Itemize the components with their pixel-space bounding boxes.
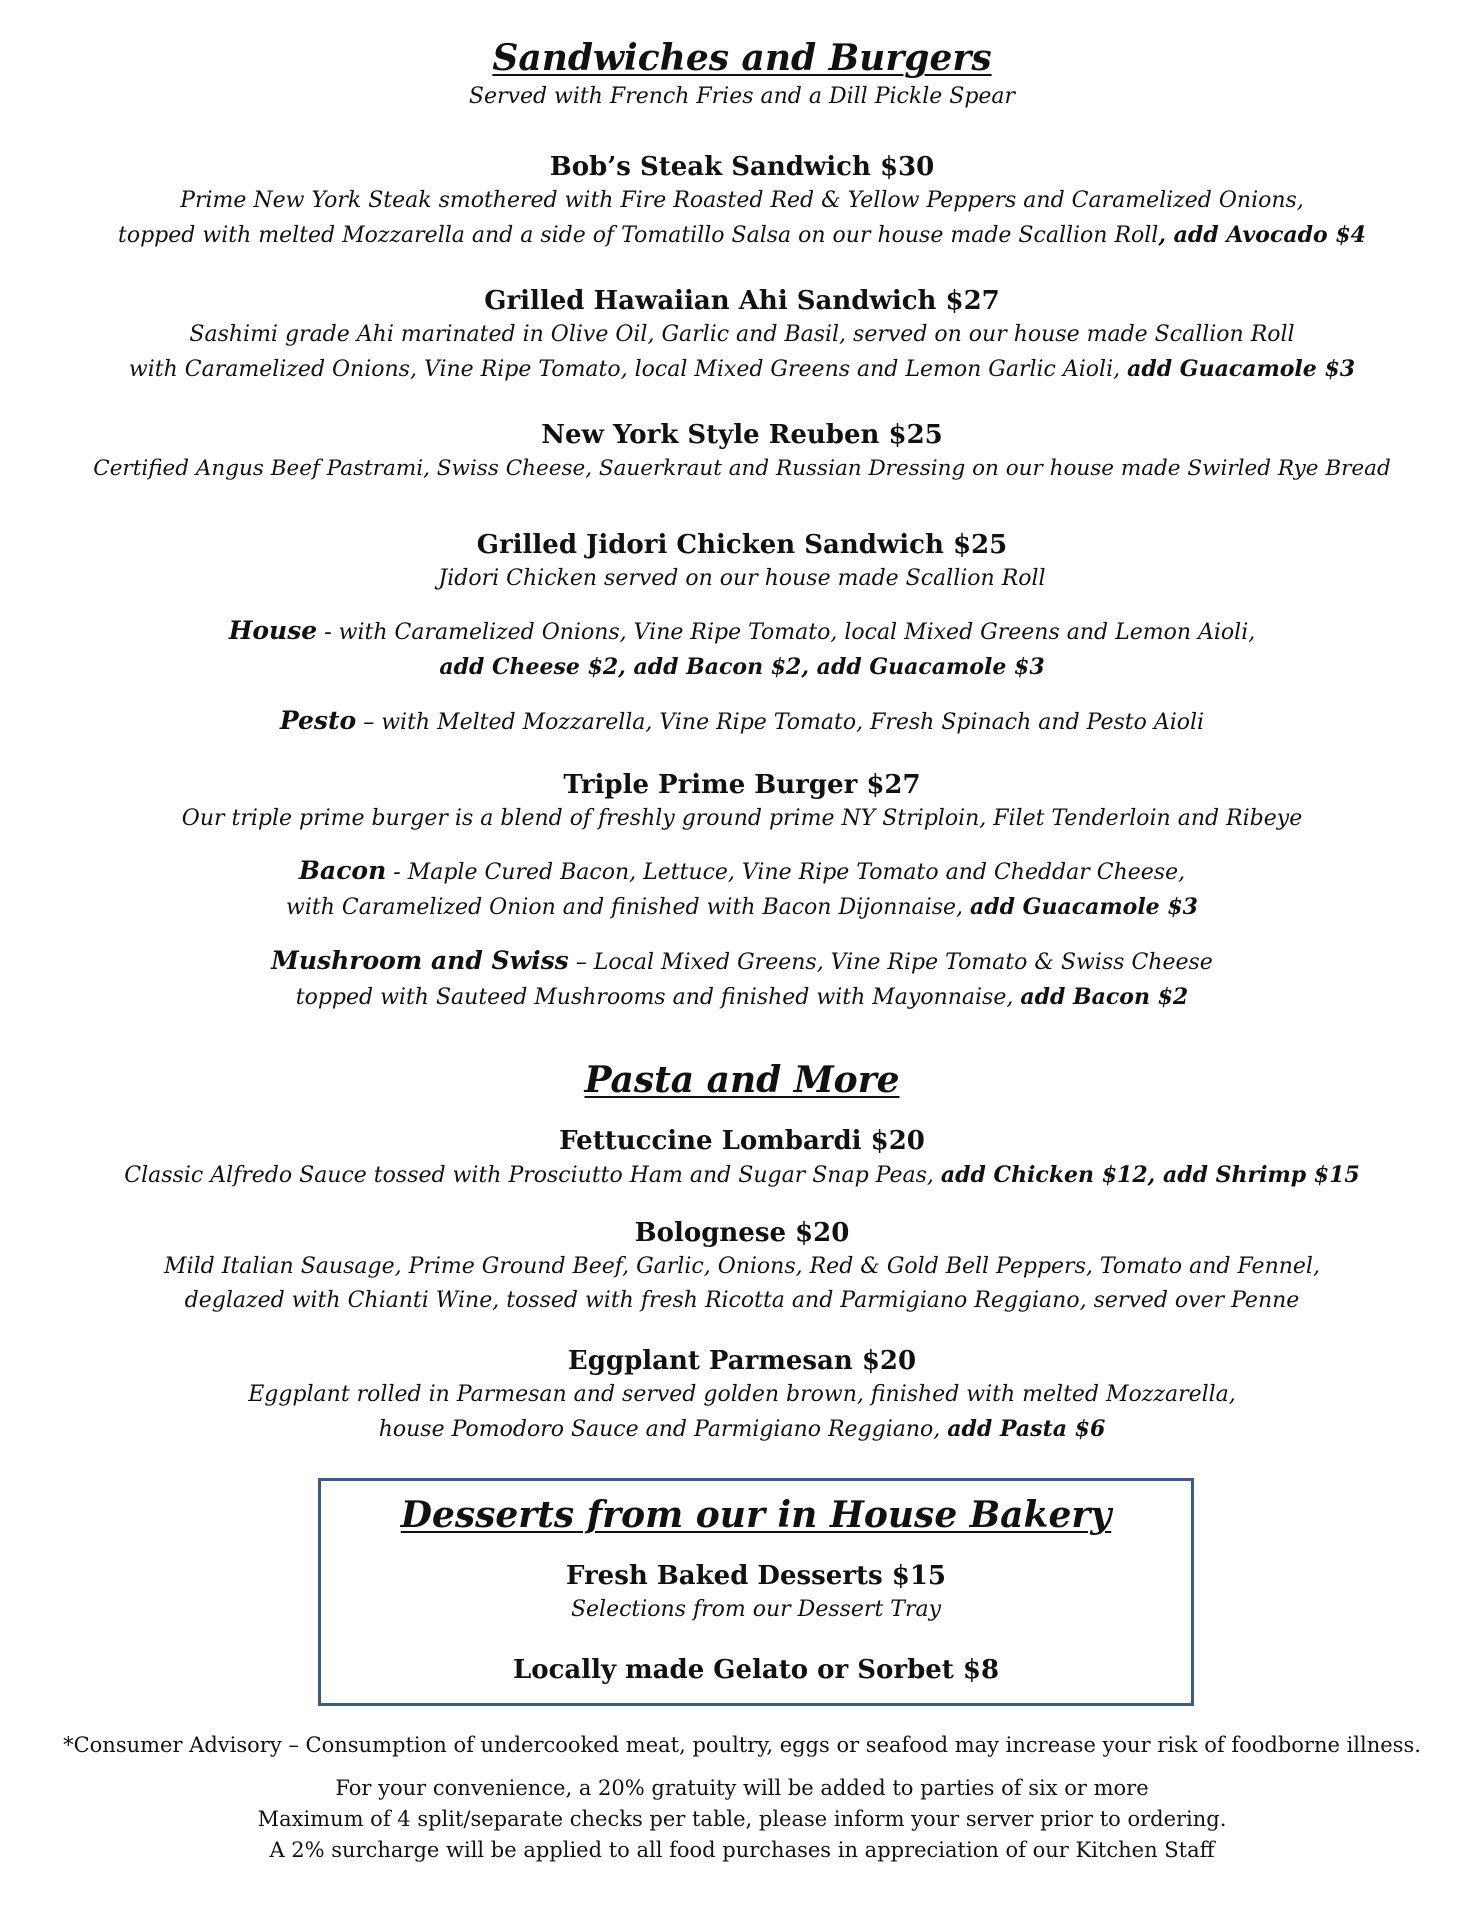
- item-description: topped with melted Mozzarella and a side of Tomatillo Salsa on our house made Scallion Roll, add Avocado $4: [118, 222, 1366, 248]
- item-title: Triple Prime Burger $27: [563, 770, 921, 800]
- item-description: deglazed with Chianti Wine, tossed with fresh Ricotta and Parmigiano Reggiano, served over Penne: [184, 1288, 1300, 1313]
- menu-item-triple-prime-burger: [0, 768, 1484, 836]
- variant-house: House - with Caramelized Onions, Vine Ripe Tomato, local Mixed Greens and Lemon Aioli, add Cheese $2, add Bacon $2, add Guacamole $3: [228, 616, 1256, 680]
- item-title: Eggplant Parmesan $20: [567, 1346, 917, 1376]
- item-title: Bolognese $20: [634, 1218, 850, 1248]
- gratuity-note: For your convenience, a 20% gratuity will be added to parties of six or more: [335, 1776, 1149, 1800]
- item-description: Selections from our Dessert Tray: [570, 1597, 942, 1622]
- variant-name: Bacon: [298, 856, 387, 885]
- menu-item-ahi-sandwich: [0, 284, 1484, 387]
- surcharge-note: A 2% surcharge will be applied to all food purchases in appreciation of our Kitchen Staff: [269, 1838, 1215, 1862]
- item-title: Locally made Gelato or Sorbet $8: [512, 1655, 1000, 1685]
- item-addon: add Guacamole $3: [970, 894, 1198, 920]
- item-description: Sashimi grade Ahi marinated in Olive Oil, Garlic and Basil, served on our house made Scallion Roll: [189, 322, 1295, 347]
- item-addon: add Cheese $2, add Bacon $2, add Guacamole $3: [439, 654, 1045, 680]
- menu-item-jidori-chicken: [0, 528, 1484, 596]
- item-title: Fettuccine Lombardi $20: [559, 1126, 925, 1156]
- variant-mushroom-swiss: Mushroom and Swiss – Local Mixed Greens, Vine Ripe Tomato & Swiss Cheese topped with Sauteed Mushrooms and finished with Mayonnaise, add Bacon $2: [271, 946, 1213, 1010]
- item-addon: add Guacamole $3: [1127, 356, 1356, 382]
- menu-item-fresh-baked-desserts: [321, 1559, 1191, 1627]
- menu-item-bolognese: [0, 1216, 1484, 1318]
- sandwiches-header: [0, 36, 1484, 112]
- item-description: with Caramelized Onions, Vine Ripe Tomato, local Mixed Greens and Lemon Garlic Aioli, add Guacamole $3: [128, 356, 1356, 382]
- pasta-header: [0, 1058, 1484, 1102]
- item-title: Grilled Jidori Chicken Sandwich $25: [476, 530, 1008, 560]
- footer: [0, 1730, 1484, 1866]
- sandwiches-title: Sandwiches and Burgers: [492, 37, 992, 79]
- desserts-box: [318, 1478, 1194, 1706]
- item-addon: add Bacon $2: [1020, 984, 1189, 1010]
- item-addon: add Chicken $12, add Shrimp $15: [940, 1162, 1360, 1188]
- item-addon: , add Avocado $4: [1158, 222, 1366, 248]
- item-addon: add Pasta $6: [947, 1416, 1106, 1442]
- item-title: Bob’s Steak Sandwich $30: [549, 152, 935, 182]
- menu-item-steak-sandwich: [0, 150, 1484, 253]
- menu-item-reuben: [0, 418, 1484, 486]
- item-description: Our triple prime burger is a blend of freshly ground prime NY Striploin, Filet Tenderloin and Ribeye: [181, 806, 1303, 831]
- split-checks-note: Maximum of 4 split/separate checks per table, please inform your server prior to ordering.: [257, 1807, 1227, 1831]
- item-title: Grilled Hawaiian Ahi Sandwich $27: [484, 286, 1000, 316]
- item-description: Mild Italian Sausage, Prime Ground Beef, Garlic, Onions, Red & Gold Bell Peppers, Tomato and Fennel,: [164, 1254, 1320, 1279]
- variant-bacon: Bacon - Maple Cured Bacon, Lettuce, Vine Ripe Tomato and Cheddar Cheese, with Caramelized Onion and finished with Bacon Dijonnaise, add Guacamole $3: [286, 856, 1198, 920]
- menu-item-gelato: [321, 1653, 1191, 1687]
- sandwiches-subtitle: Served with French Fries and a Dill Pickle Spear: [468, 84, 1016, 109]
- item-title: New York Style Reuben $25: [541, 420, 943, 450]
- item-description: Jidori Chicken served on our house made Scallion Roll: [438, 566, 1046, 591]
- variant-pesto: Pesto – with Melted Mozzarella, Vine Ripe Tomato, Fresh Spinach and Pesto Aioli: [279, 706, 1205, 735]
- variant-name: Pesto: [279, 706, 357, 735]
- item-description: Eggplant rolled in Parmesan and served golden brown, finished with melted Mozzarella,: [248, 1382, 1236, 1407]
- menu-item-eggplant: Eggplant Parmesan $20 Eggplant rolled in Parmesan and served golden brown, finished with melted Mozzarella, house Pomodoro Sauce and Parmigiano Reggiano, add Pasta $6: [0, 1344, 1484, 1447]
- pasta-title: Pasta and More: [584, 1059, 900, 1101]
- variant-name: House: [228, 616, 318, 645]
- item-description: Prime New York Steak smothered with Fire Roasted Red & Yellow Peppers and Caramelized Onions,: [180, 188, 1304, 213]
- item-description: Certified Angus Beef Pastrami, Swiss Cheese, Sauerkraut and Russian Dressing on our house made Swirled Rye Bread: [93, 456, 1391, 481]
- consumer-advisory: *Consumer Advisory – Consumption of undercooked meat, poultry, eggs or seafood may increase your risk of foodborne illness.: [63, 1733, 1421, 1757]
- variant-name: Mushroom and Swiss: [271, 946, 569, 975]
- item-title: Fresh Baked Desserts $15: [565, 1561, 947, 1591]
- menu-item-fettuccine: Fettuccine Lombardi $20 Classic Alfredo Sauce tossed with Prosciutto Ham and Sugar Snap Peas, add Chicken $12, add Shrimp $15: [0, 1124, 1484, 1193]
- desserts-title: Desserts from our in House Bakery: [400, 1494, 1112, 1536]
